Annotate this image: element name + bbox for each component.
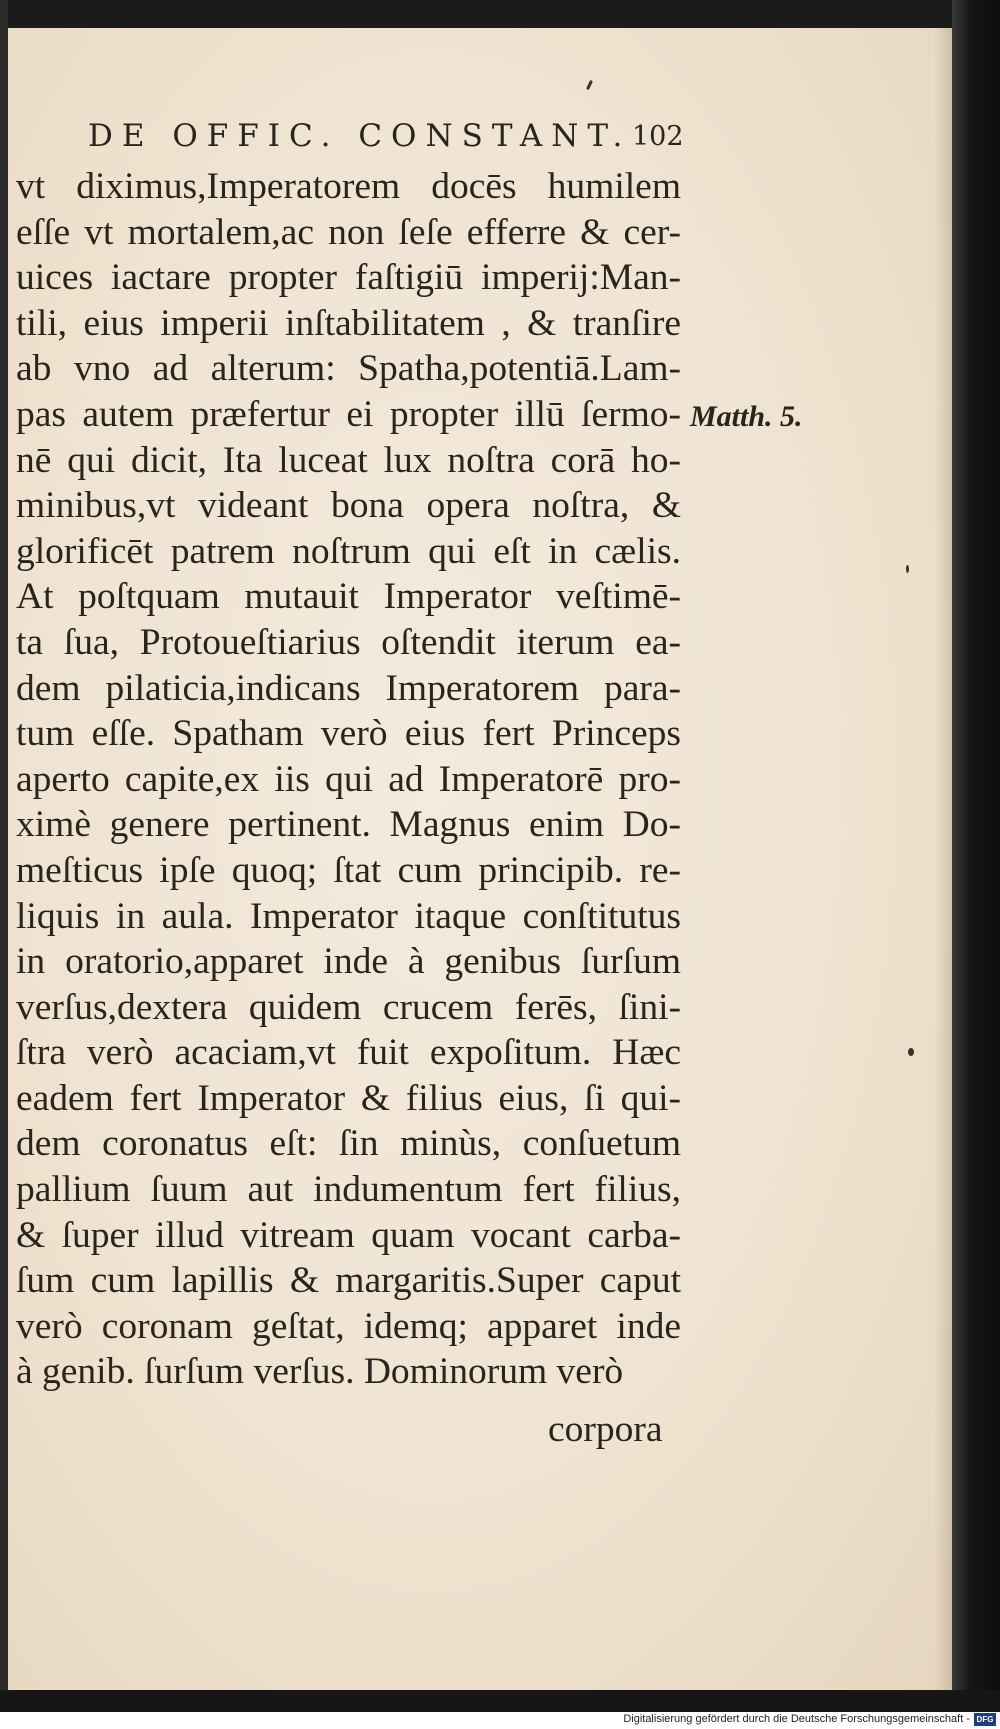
running-head: DE OFFIC. CONSTANT. (88, 118, 632, 154)
binding-shadow-top (0, 0, 1000, 28)
text-line: nē qui dicit, Ita luceat lux noſtra corā ho- (16, 439, 681, 481)
page-number: 102 (632, 121, 684, 152)
text-line: tili, eius imperii inſtabilitatem , & tranſire (16, 302, 681, 344)
text-line: ta ſua, Protoueſtiarius oſtendit iterum ea- (16, 621, 681, 663)
text-line: glorificēt patrem noſtrum qui eſt in cælis. (16, 530, 681, 572)
text-line: eadem fert Imperator & filius eius, ſi qui- (16, 1077, 681, 1119)
text-line: ſum cum lapillis & margaritis.Super caput (16, 1260, 681, 1302)
binding-shadow-left (0, 0, 8, 1712)
text-line: pas autem præfertur ei propter illū ſermo- (16, 393, 681, 435)
text-line: At poſtquam mutauit Imperator veſtimē- (16, 576, 681, 618)
marginal-note: Matth. 5. (690, 400, 803, 433)
binding-shadow-right (952, 0, 1000, 1712)
text-line: dem pilaticia,indicans Imperatorem para- (16, 667, 681, 709)
text-line: tum eſſe. Spatham verò eius fert Princeps (16, 713, 681, 755)
ink-speck (906, 565, 909, 573)
text-line: ximè genere pertinent. Magnus enim Do- (16, 804, 681, 846)
ink-speck (908, 1048, 914, 1056)
text-line: verò coronam geſtat, idemq; apparet inde (16, 1305, 681, 1347)
catchword: corpora (548, 1409, 663, 1450)
text-line: aperto capite,ex iis qui ad Imperatorē pro- (16, 758, 681, 800)
text-line: pallium ſuum aut indumentum fert filius, (16, 1169, 681, 1211)
text-line: ſtra verò acaciam,vt fuit expoſitum. Hæc (16, 1032, 681, 1074)
text-line: liquis in aula. Imperator itaque conſtitutus (16, 895, 681, 937)
text-line: dem coronatus eſt: ſin minùs, conſuetum (16, 1123, 681, 1165)
text-line: minibus,vt videant bona opera noſtra, & (16, 485, 681, 527)
text-line: verſus,dextera quidem crucem ferēs, ſini- (16, 986, 681, 1028)
text-line: uices iactare propter faſtigiū imperij:Man- (16, 257, 681, 299)
binding-shadow-bottom (0, 1690, 1000, 1712)
digitization-credit: Digitalisierung gefördert durch die Deutsche Forschungsgemeinschaft - (623, 1713, 970, 1725)
text-line: eſſe vt mortalem,ac non ſeſe efferre & cer- (16, 211, 681, 253)
text-line: vt diximus,Imperatorem docēs humilem (16, 166, 681, 207)
text-line: in oratorio,apparet inde à genibus ſurſum (16, 941, 681, 983)
dfg-logo: DFG (974, 1713, 996, 1726)
text-line: & ſuper illud vitream quam vocant carba- (16, 1214, 681, 1256)
text-line: à genib. ſurſum verſus. Dominorum verò (16, 1351, 624, 1393)
page-edge-shading (934, 28, 952, 1690)
text-line: ab vno ad alterum: Spatha,potentiā.Lam- (16, 348, 681, 390)
text-line: meſticus ipſe quoq; ſtat cum principib. re- (16, 849, 681, 891)
body-text (16, 164, 681, 1395)
